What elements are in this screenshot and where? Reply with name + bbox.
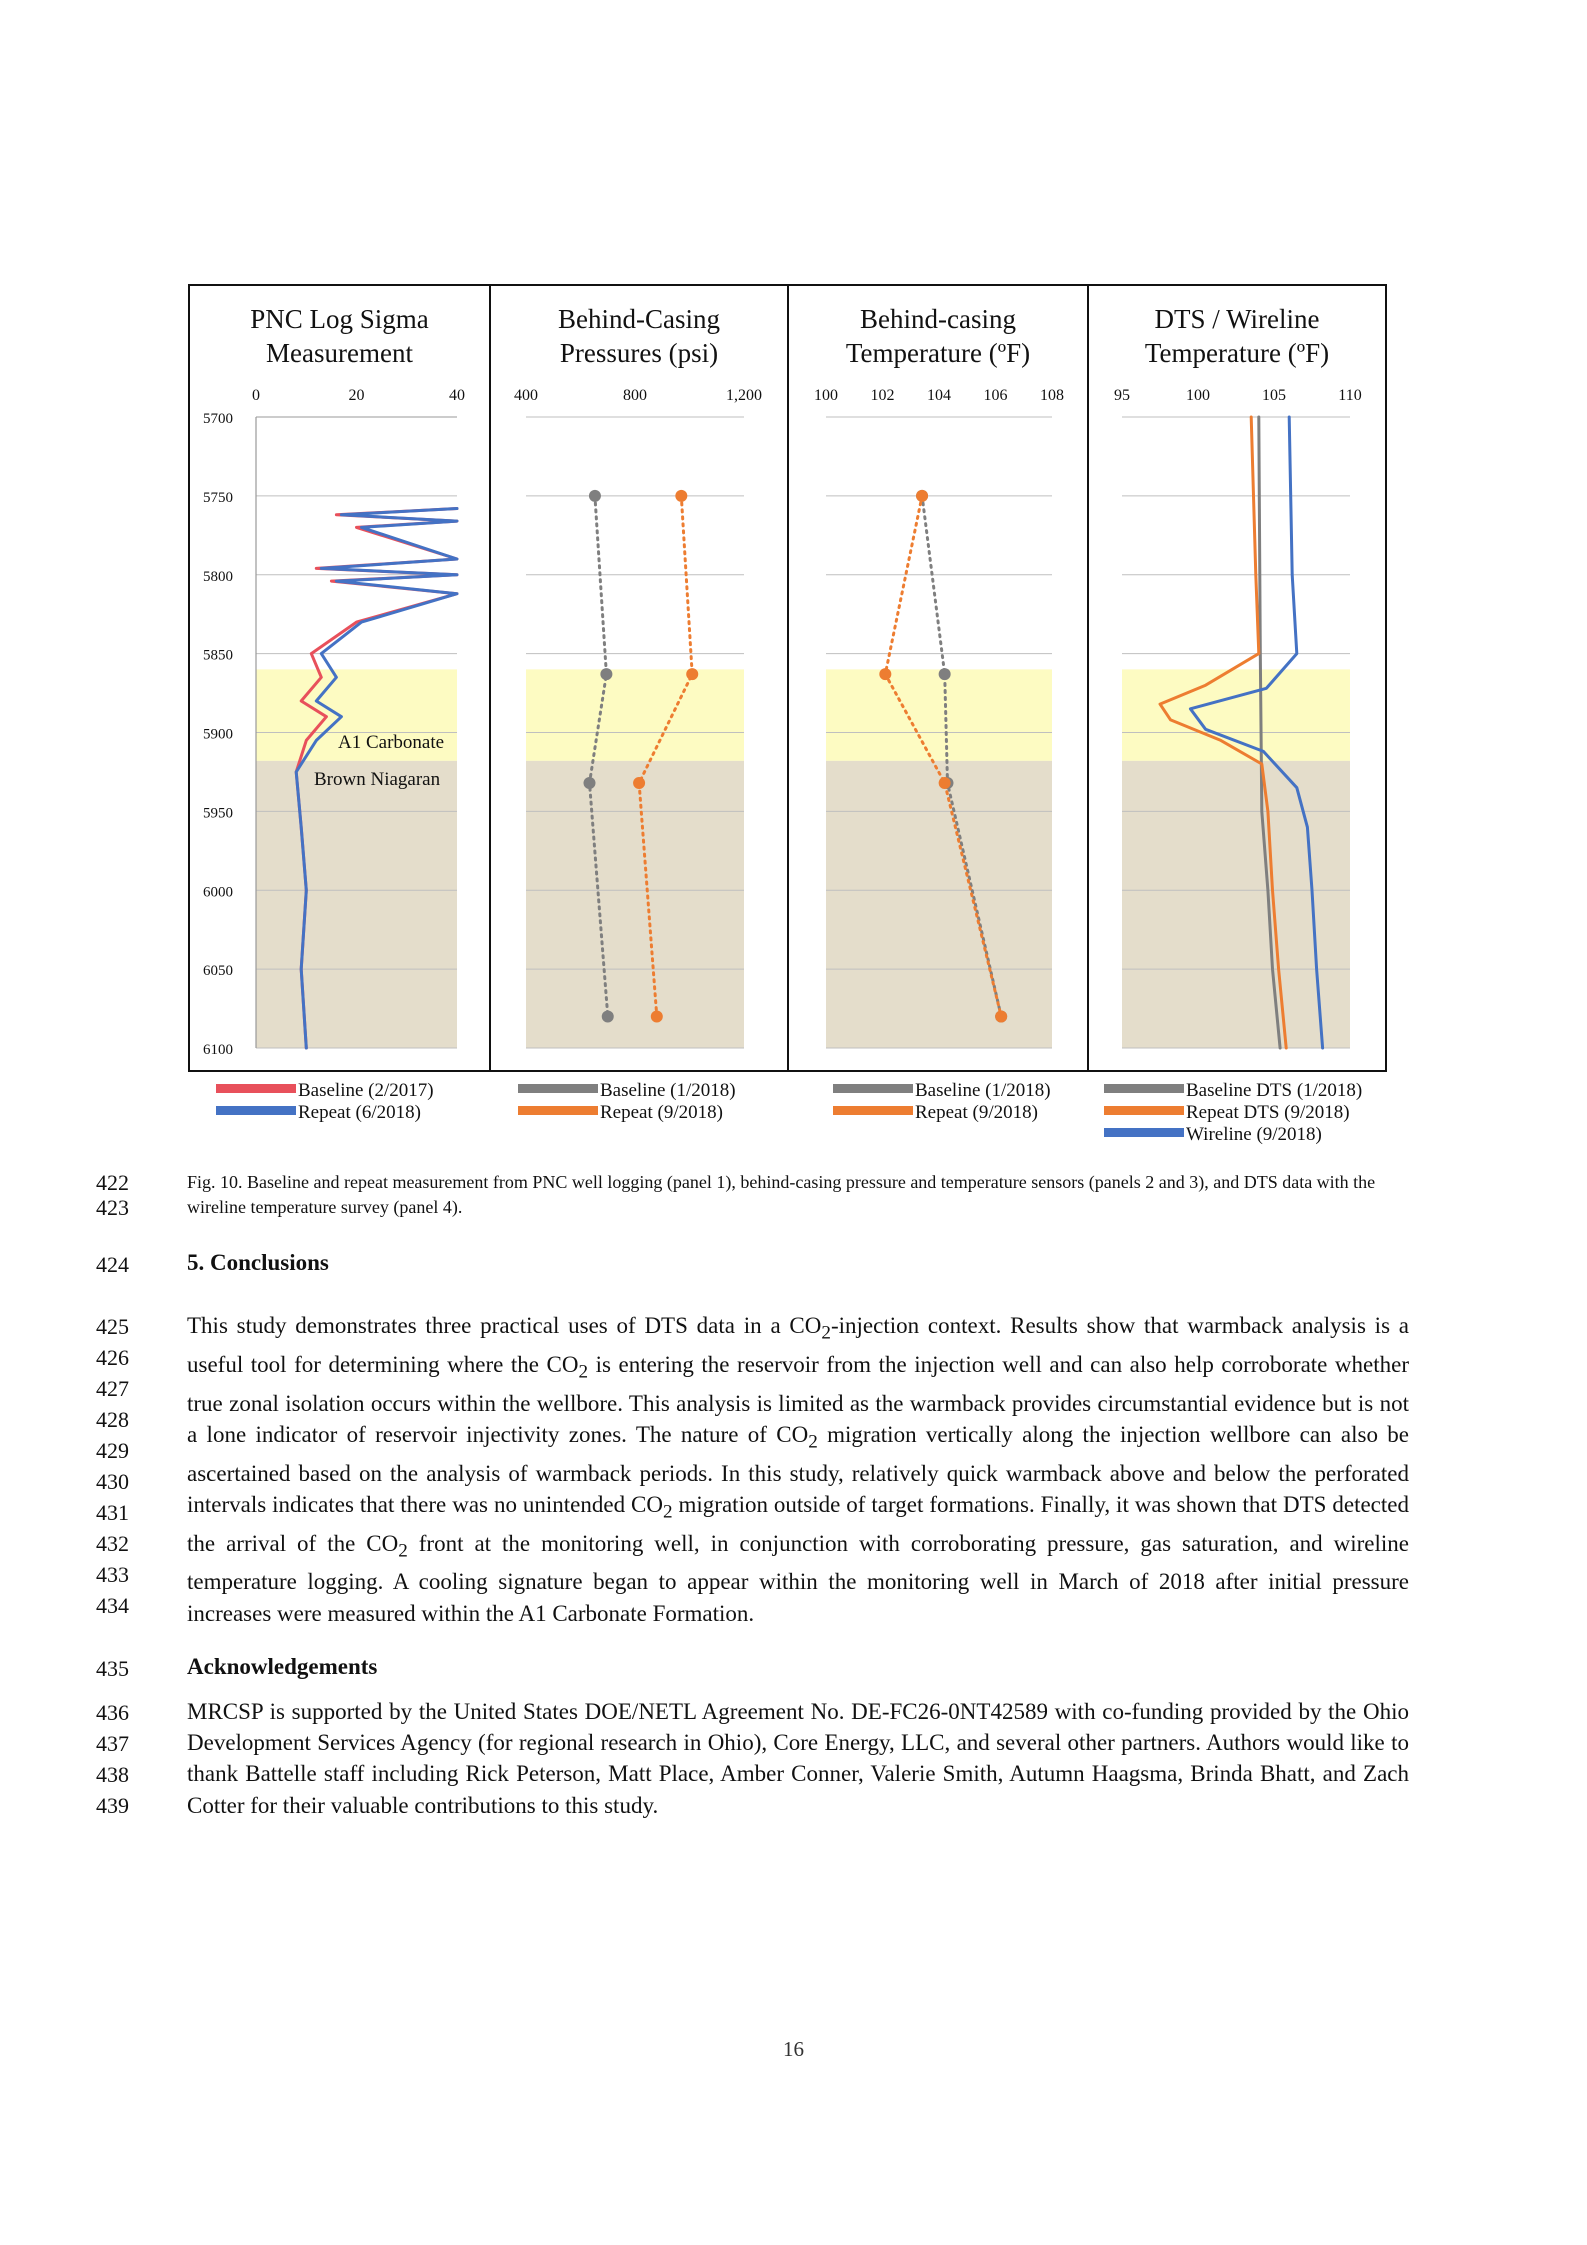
legend-label: Baseline (1/2018) [600,1080,736,1101]
acknowledgements-paragraph: MRCSP is supported by the United States DOE/NETL Agreement No. DE-FC26-0NT42589 with co-funding provided by the Ohio Development Services Agency (for regional research in Ohio), Core Energy, LLC, and several other partners. Authors would like to thank Battelle staff including Rick Peterson, Matt Place, Amber Conner, Valerie Smith, Autumn Haagsma, Brinda Bhatt, and Zach Cotter for their valuable contributions to this study. [187,1699,1409,1818]
subscript: 2 [398,1540,408,1562]
legend-swatch [1104,1084,1184,1093]
panel-3-background [826,417,1052,1048]
zone-band [526,669,744,760]
x-tick-label: 1,200 [726,387,762,404]
zone-band [256,761,457,1048]
page-number: 16 [783,2037,804,2061]
line-number: 432 [96,1531,129,1556]
legend-swatch [216,1084,296,1093]
line-number: 435 [96,1656,129,1681]
line-number: 438 [96,1762,129,1787]
legend-swatch [518,1106,598,1115]
x-tick-label: 106 [983,387,1008,404]
text-run: is entering the reservoir from the injection well and can also help corroborate whether true zonal isolation occurs within the wellbore. This analysis is limited as the warmback provides circumstantial evidence but is not a lone indicator of reservoir injectivity zones. The nature of CO [187,1351,1409,1447]
panel-title-line: Temperature (ºF) [1144,338,1330,368]
text-run: migration vertically along the injection wellbore can also be ascertained based on the analysis of warmback periods. In this study, relatively quick warmback above and below the perforated intervals indicates that there was no unintended CO [187,1421,1410,1517]
x-tick-label: 40 [449,387,465,404]
legend-swatch [833,1106,913,1115]
legend-swatch [833,1084,913,1093]
data-point [589,490,601,502]
line-number: 431 [96,1500,129,1525]
legend-swatch [518,1084,598,1093]
line-number: 439 [96,1793,129,1818]
conclusions-paragraph [187,1310,1409,1629]
x-tick-label: 800 [623,387,647,404]
data-point [675,490,687,502]
legend-label: Repeat DTS (9/2018) [1186,1102,1350,1123]
line-number: 429 [96,1438,129,1463]
subscript: 2 [821,1322,831,1344]
line-number: 423 [96,1195,129,1220]
x-tick-label: 104 [927,387,951,404]
line-number: 425 [96,1314,129,1339]
zone-band [826,669,1052,760]
x-tick-label: 100 [814,387,838,404]
subscript: 2 [578,1361,589,1383]
formation-label: A1 Carbonate [338,732,445,753]
legend-label: Repeat (9/2018) [600,1102,723,1123]
depth-tick-label: 5850 [203,647,233,664]
section-heading-acknowledgements: Acknowledgements [187,1654,378,1679]
zone-band [526,761,744,1048]
line-number: 433 [96,1562,129,1587]
depth-tick-label: 5950 [203,805,233,822]
line-number: 422 [96,1170,129,1195]
data-point [602,1010,614,1022]
panel-title-line: Measurement [266,338,413,368]
legend-swatch [1104,1106,1184,1115]
data-point [633,777,645,789]
depth-tick-label: 5900 [203,726,233,743]
depth-tick-label: 5700 [203,411,233,427]
text-run: -injection context. Results show that warmback analysis is a useful tool for determining where the CO [187,1313,1410,1377]
text-run: This study demonstrates three practical uses of DTS data in a CO [187,1313,822,1338]
legend-label: Baseline (2/2017) [298,1080,434,1101]
depth-tick-label: 6000 [203,884,233,901]
panel-2-background [526,417,744,1048]
depth-tick-label: 5750 [203,489,233,506]
line-number: 434 [96,1593,129,1618]
data-point [600,668,612,680]
zone-band [826,761,1052,1048]
panel-title-line: PNC Log Sigma [250,304,429,334]
legend-label: Wireline (9/2018) [1186,1124,1322,1145]
data-point [916,490,928,502]
subscript: 2 [663,1501,673,1523]
line-number: 430 [96,1469,129,1494]
data-point [939,668,951,680]
section-heading-conclusions: 5. Conclusions [187,1250,329,1275]
line-number: 424 [96,1252,129,1277]
legend-label: Repeat (9/2018) [915,1102,1038,1123]
x-tick-label: 102 [870,387,895,404]
legend-label: Repeat (6/2018) [298,1102,421,1123]
data-point [879,668,891,680]
x-tick-label: 105 [1262,387,1286,404]
formation-label: Brown Niagaran [314,769,441,790]
panel-title-line: Pressures (psi) [559,338,719,368]
figure-caption: Fig. 10. Baseline and repeat measurement from PNC well logging (panel 1), behind-casing pressure and temperature sensors (panels 2 and 3), and DTS data with the wireline temperature survey (panel 4). [187,1172,1376,1217]
line-number: 426 [96,1345,129,1370]
data-point [939,777,951,789]
text-run: front at the monitoring well, in conjunction with corroborating pressure, gas saturation, and wireline temperature logging. A cooling signature began to appear within the monitoring well in March of 2018 after initial pressure increases were measured within the A1 Carbonate Formation. [187,1530,1409,1626]
line-number: 428 [96,1407,129,1432]
subscript: 2 [808,1431,818,1453]
data-point [995,1010,1007,1022]
panel-title-line: Behind-Casing [558,304,720,334]
legend-label: Baseline (1/2018) [915,1080,1051,1101]
legend-swatch [216,1106,296,1115]
data-point [583,777,595,789]
x-tick-label: 20 [348,387,365,404]
depth-tick-label: 6050 [203,963,233,980]
x-tick-label: 95 [1114,387,1130,404]
x-tick-label: 400 [514,387,538,404]
panel-title-line: Temperature (ºF) [845,338,1031,368]
zone-band [1122,669,1350,760]
zone-band [1122,761,1350,1048]
depth-tick-label: 5800 [203,568,233,585]
text-run: migration outside of target formations. Finally, it was shown that DTS detected the arrival of the CO [187,1491,1409,1556]
data-point [651,1010,663,1022]
x-tick-label: 0 [252,387,260,404]
depth-tick-label: 6100 [203,1042,233,1058]
x-tick-label: 100 [1186,387,1210,404]
x-tick-label: 110 [1338,387,1362,404]
panel-title-line: DTS / Wireline [1154,304,1320,334]
x-tick-label: 108 [1040,387,1064,404]
panel-title-line: Behind-casing [860,304,1016,334]
legend-swatch [1104,1128,1184,1137]
legend-label: Baseline DTS (1/2018) [1186,1080,1363,1101]
line-number: 427 [96,1376,129,1401]
line-number: 437 [96,1731,129,1756]
data-point [686,668,698,680]
line-number: 436 [96,1700,129,1725]
